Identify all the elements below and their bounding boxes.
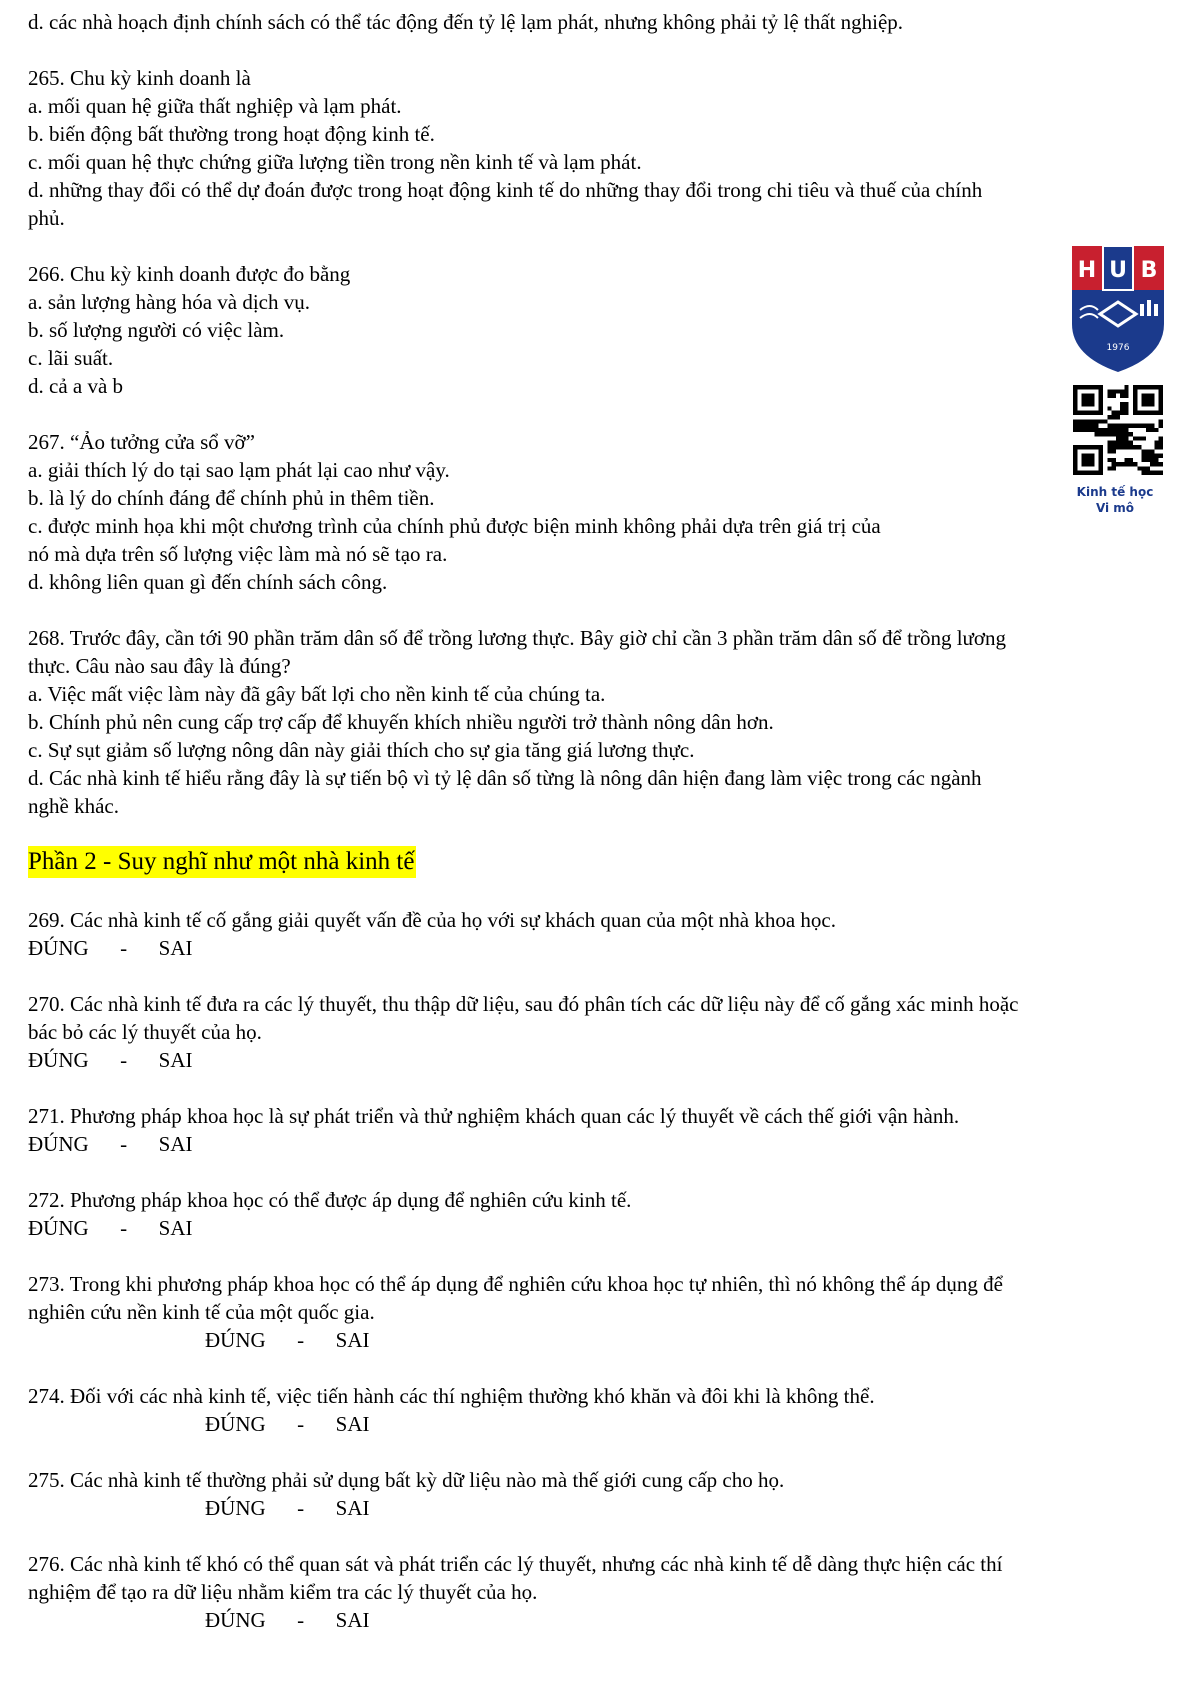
false-label: SAI [158,936,193,960]
q276-true-false [28,1606,1168,1634]
separator: - [120,936,128,960]
q269-true-false [28,934,1168,962]
separator: - [297,1412,305,1436]
q268-stem-line2: thực. Câu nào sau đây là đúng? [28,654,291,678]
false-label: SAI [335,1328,370,1352]
q271-true-false [28,1130,1168,1158]
q265-option-c: c. mối quan hệ thực chứng giữa lượng tiền trong nền kinh tế và lạm phát. [28,150,642,174]
q267-option-d: d. không liên quan gì đến chính sách công. [28,570,388,594]
separator: - [120,1048,128,1072]
false-label: SAI [335,1608,370,1632]
q270-stem-line1: 270. Các nhà kinh tế đưa ra các lý thuyết, thu thập dữ liệu, sau đó phân tích các dữ liệu này để cố gắng xác minh hoặc [28,992,1019,1016]
q266-option-a: a. sản lượng hàng hóa và dịch vụ. [28,290,311,314]
q271-stem: 271. Phương pháp khoa học là sự phát triển và thử nghiệm khách quan các lý thuyết về cách thế giới vận hành. [28,1104,960,1128]
q270-true-false [28,1046,1168,1074]
q265-option-d-line2: phủ. [28,206,65,230]
true-label: ĐÚNG [205,1412,266,1436]
separator: - [120,1216,128,1240]
q275-stem: 275. Các nhà kinh tế thường phải sử dụng bất kỳ dữ liệu nào mà thế giới cung cấp cho họ. [28,1468,785,1492]
q266-option-b: b. số lượng người có việc làm. [28,318,285,342]
q268-option-a: a. Việc mất việc làm này đã gây bất lợi cho nền kinh tế của chúng ta. [28,682,606,706]
q273-stem-line1: 273. Trong khi phương pháp khoa học có thể áp dụng để nghiên cứu khoa học tự nhiên, thì nó không thể áp dụng để [28,1272,1003,1296]
q267-stem: 267. “Ảo tưởng cửa sổ vỡ” [28,430,255,454]
false-label: SAI [158,1132,193,1156]
brand-label [1050,484,1180,516]
q276-stem-line1: 276. Các nhà kinh tế khó có thể quan sát và phát triển các lý thuyết, nhưng các nhà kinh tế dễ dàng thực hiện các thí [28,1552,1003,1576]
logo-year: 1976 [1106,343,1130,353]
logo-bar-3 [1154,304,1158,316]
q268-option-b: b. Chính phủ nên cung cấp trợ cấp để khuyến khích nhiều người trở thành nông dân hơn. [28,710,774,734]
q268-option-c: c. Sự sụt giảm số lượng nông dân này giải thích cho sự gia tăng giá lương thực. [28,738,695,762]
hub-logo [1070,244,1166,374]
q272-true-false [28,1214,1168,1242]
false-label: SAI [335,1496,370,1520]
true-label: ĐÚNG [205,1496,266,1520]
q276-stem-line2: nghiệm để tạo ra dữ liệu nhằm kiểm tra các lý thuyết của họ. [28,1580,538,1604]
q268-option-d-line1: d. Các nhà kinh tế hiểu rằng đây là sự tiến bộ vì tỷ lệ dân số từng là nông dân hiện đang làm việc trong các ngành [28,766,982,790]
q270-stem-line2: bác bỏ các lý thuyết của họ. [28,1020,262,1044]
true-label: ĐÚNG [28,1216,89,1240]
false-label: SAI [158,1216,193,1240]
qr-code [1073,385,1163,475]
q274-true-false [28,1410,1168,1438]
false-label: SAI [335,1412,370,1436]
q265-stem: 265. Chu kỳ kinh doanh là [28,66,251,90]
true-label: ĐÚNG [28,1048,89,1072]
logo-bar-1 [1140,304,1144,316]
q266-option-d: d. cả a và b [28,374,124,398]
q267-option-c-line1: c. được minh họa khi một chương trình của chính phủ được biện minh không phải dựa trên giá trị của [28,514,881,538]
q266-stem: 266. Chu kỳ kinh doanh được đo bằng [28,262,351,286]
q266-option-c: c. lãi suất. [28,346,114,370]
separator: - [297,1328,305,1352]
logo-letter-h: H [1077,258,1097,283]
separator: - [297,1608,305,1632]
q272-stem: 272. Phương pháp khoa học có thể được áp dụng để nghiên cứu kinh tế. [28,1188,632,1212]
true-label: ĐÚNG [205,1608,266,1632]
q265-option-a: a. mối quan hệ giữa thất nghiệp và lạm phát. [28,94,402,118]
brand-line-2: Vi mô [1095,501,1135,515]
section-2-heading: Phần 2 - Suy nghĩ như một nhà kinh tế [28,846,416,878]
false-label: SAI [158,1048,193,1072]
q265-option-d-line1: d. những thay đổi có thể dự đoán được trong hoạt động kinh tế do những thay đổi trong chi tiêu và thuế của chính [28,178,983,202]
q273-stem-line2: nghiên cứu nền kinh tế của một quốc gia. [28,1300,375,1324]
q274-stem: 274. Đối với các nhà kinh tế, việc tiến hành các thí nghiệm thường khó khăn và đôi khi là không thể. [28,1384,875,1408]
q267-option-a: a. giải thích lý do tại sao lạm phát lại cao như vậy. [28,458,450,482]
logo-bar-2 [1147,300,1151,316]
true-label: ĐÚNG [205,1328,266,1352]
q268-option-d-line2: nghề khác. [28,794,119,818]
q267-option-b: b. là lý do chính đáng để chính phủ in thêm tiền. [28,486,435,510]
q273-true-false [28,1326,1168,1354]
q264-option-d: d. các nhà hoạch định chính sách có thể tác động đến tỷ lệ lạm phát, nhưng không phải tỷ lệ thất nghiệp. [28,10,904,34]
logo-letter-u: U [1109,258,1127,283]
q269-stem: 269. Các nhà kinh tế cố gắng giải quyết vấn đề của họ với sự khách quan của một nhà khoa học. [28,908,837,932]
document-page [28,8,1168,1634]
q265-option-b: b. biến động bất thường trong hoạt động kinh tế. [28,122,435,146]
true-label: ĐÚNG [28,936,89,960]
true-label: ĐÚNG [28,1132,89,1156]
brand-line-1: Kinh tế học [1076,485,1154,499]
separator: - [297,1496,305,1520]
q268-stem-line1: 268. Trước đây, cần tới 90 phần trăm dân số để trồng lương thực. Bây giờ chỉ cần 3 phần trăm dân số để trồng lương [28,626,1007,650]
separator: - [120,1132,128,1156]
q275-true-false [28,1494,1168,1522]
logo-letter-b: B [1140,258,1158,283]
q267-option-c-line2: nó mà dựa trên số lượng việc làm mà nó sẽ tạo ra. [28,542,448,566]
